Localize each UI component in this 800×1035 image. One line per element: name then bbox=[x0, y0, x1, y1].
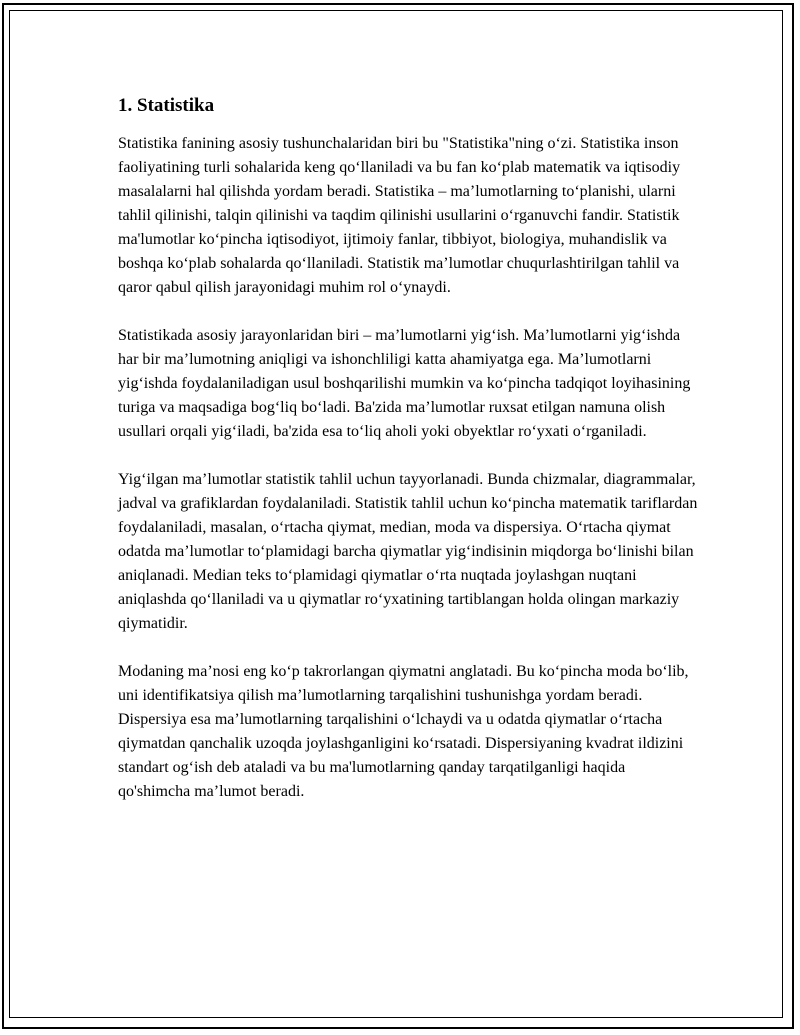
paragraph-3: Yig‘ilgan ma’lumotlar statistik tahlil uchun tayyorlanadi. Bunda chizmalar, diagrammalar, jadval va grafiklardan foydalaniladi. Statistik tahlil uchun ko‘pincha matematik tariflardan foydalaniladi, masalan, o‘rtacha qiymat, median, moda va dispersiya. O‘rtacha qiymat odatda ma’lumotlar to‘plamidagi barcha qiymatlar yig‘indisinin miqdorga bo‘linishi bilan aniqlanadi. Median teks to‘plamidagi qiymatlar o‘rta nuqtada joylashgan nuqtani aniqlashda qo‘llaniladi va u qiymatlar ro‘yxatining tartiblangan holda olingan markaziy qiymatidir. bbox=[118, 471, 698, 632]
section-heading: 1. Statistika bbox=[118, 95, 215, 116]
paragraph-4: Modaning ma’nosi eng ko‘p takrorlangan qiymatni anglatadi. Bu ko‘pincha moda bo‘lib, uni identifikatsiya qilish ma’lumotlarning tarqalishini tushunishga yordam beradi. Dispersiya esa ma’lumotlarning tarqalishini o‘lchaydi va u odatda qiymatlar o‘rtacha qiymatdan qanchalik uzoqda joylashganligini ko‘rsatadi. Dispersiyaning kvadrat ildizini standart og‘ish deb ataladi va bu ma'lumotlarning qanday tarqatilganligi haqida qo'shimcha ma’lumot beradi. bbox=[118, 663, 689, 800]
paragraph-2: Statistikada asosiy jarayonlaridan biri – ma’lumotlarni yig‘ish. Ma’lumotlarni yig‘ishda har bir ma’lumotning aniqligi va ishonchliligi katta ahamiyatga ega. Ma’lumotlarni yig‘ishda foydalaniladigan usul boshqarilishi mumkin va ko‘pincha tadqiqot loyihasining turiga va maqsadiga bog‘liq bo‘ladi. Ba'zida ma’lumotlar ruxsat etilgan namuna olish usullari orqali yig‘iladi, ba'zida esa to‘liq aholi yoki obyektlar ro‘yxati o‘rganiladi. bbox=[118, 327, 691, 440]
document-body bbox=[118, 93, 698, 828]
paragraph-1: Statistika fanining asosiy tushunchalaridan biri bu "Statistika"ning o‘zi. Statistika inson faoliyatining turli sohalarida keng qo‘llaniladi va bu fan ko‘plab matematik va iqtisodiy masalalarni hal qilishda yordam beradi. Statistika – ma’lumotlarning to‘planishi, ularni tahlil qilinishi, talqin qilinishi va taqdim qilinishi usullarini o‘rganuvchi fandir. Statistik ma'lumotlar ko‘pincha iqtisodiyot, ijtimoiy fanlar, tibbiyot, biologiya, muhandislik va boshqa ko‘plab sohalarda qo‘llaniladi. Statistik ma’lumotlar chuqurlashtirilgan tahlil va qaror qabul qilish jarayonidagi muhim rol o‘ynaydi. bbox=[118, 135, 681, 296]
